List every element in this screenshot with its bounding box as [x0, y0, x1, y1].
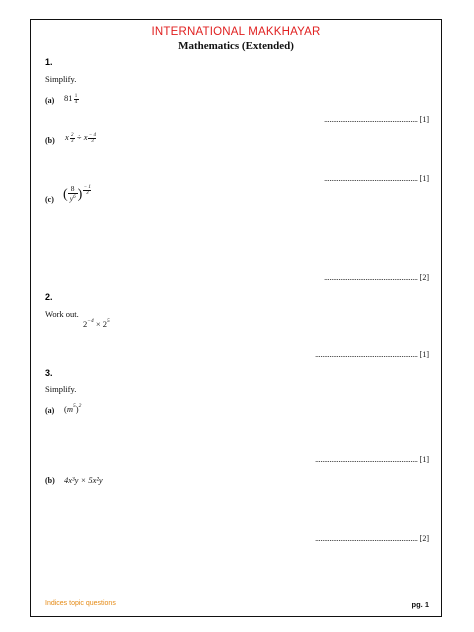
q1c-answer-line[interactable]: [324, 273, 429, 282]
q1a-exp-den: 4: [74, 99, 78, 105]
q3b-expression: 4x³y × 5x²y: [64, 475, 103, 485]
q2-base1: 2: [83, 319, 88, 329]
q1b-exp1-den: 3: [71, 138, 74, 144]
q1c-marks: [2]: [419, 273, 429, 282]
q1a-answer-line[interactable]: [324, 115, 429, 124]
question-2-number: 2.: [45, 292, 53, 302]
q2-base2: 2: [102, 319, 108, 329]
q1b-expression: [65, 132, 96, 144]
question-1-instruction: Simplify.: [45, 74, 77, 84]
subject-title: Mathematics (Extended): [178, 40, 294, 52]
q3a-marks: [1]: [419, 455, 429, 464]
q1b-answer-line[interactable]: [324, 174, 429, 183]
q2-exp1: −4: [87, 318, 94, 324]
q3a-outer-exp: 2: [78, 403, 82, 409]
q2-operator: ×: [95, 319, 101, 329]
q2-marks: [1]: [419, 350, 429, 359]
answer-dots: ....................................................: [324, 115, 418, 124]
school-title: INTERNATIONAL MAKKHAYAR: [151, 26, 321, 38]
q3a-answer-line[interactable]: [315, 455, 429, 464]
q1c-exp-den: 3: [86, 191, 89, 196]
q1c-expression: ( $\frac{8}{y^6}$ ) $\frac{- 1}{3}$: [63, 184, 91, 204]
q1a-label: (a): [45, 96, 55, 105]
q1c-label: (c): [45, 195, 54, 204]
q2-expression: [83, 318, 110, 329]
q3a-label: (a): [45, 406, 55, 415]
q1b-base1: x: [65, 132, 69, 142]
q1a-exp-num: 1: [74, 93, 78, 99]
q1b-operator: ÷: [76, 132, 82, 142]
answer-dots: .........................................................: [315, 534, 418, 543]
q2-answer-line[interactable]: [315, 350, 429, 359]
q1b-exp2-num: − 4: [88, 132, 97, 138]
q2-exp2: 5: [107, 318, 110, 324]
question-1-number: 1.: [45, 57, 53, 67]
q3b-marks: [2]: [419, 534, 429, 543]
footer-topic: Indices topic questions: [45, 600, 116, 607]
answer-dots: ....................................................: [324, 273, 418, 282]
q1c-den-base: y: [69, 194, 74, 204]
q3a-inner-exp: 5: [72, 403, 76, 409]
q1c-exp-num: − 1: [83, 185, 91, 190]
q1b-exp1-num: 2: [71, 132, 74, 138]
answer-dots: ....................................................: [324, 174, 418, 183]
q3b-answer-line[interactable]: [315, 534, 429, 543]
question-2-instruction: Work out.: [45, 309, 79, 319]
question-3-instruction: Simplify.: [45, 384, 77, 394]
q1b-label: (b): [45, 136, 55, 145]
q1a-base: 81: [64, 93, 73, 103]
q1b-exp2-den: 3: [91, 138, 94, 144]
answer-dots: .........................................................: [315, 350, 418, 359]
q1b-marks: [1]: [419, 174, 429, 183]
q3a-base: m: [66, 404, 73, 414]
q1a-marks: [1]: [419, 115, 429, 124]
q1b-base2: x: [83, 132, 88, 142]
q1a-expression: [64, 93, 79, 105]
question-3-number: 3.: [45, 368, 53, 378]
q1c-den-exp: 6: [73, 195, 76, 201]
exam-page: [30, 19, 442, 617]
q3b-label: (b): [45, 476, 55, 485]
q1c-numerator: 8: [70, 184, 75, 194]
page-number: pg. 1: [411, 600, 429, 609]
answer-dots: .........................................................: [315, 455, 418, 464]
q3a-expression: $(m^5)^2$: [64, 403, 82, 414]
